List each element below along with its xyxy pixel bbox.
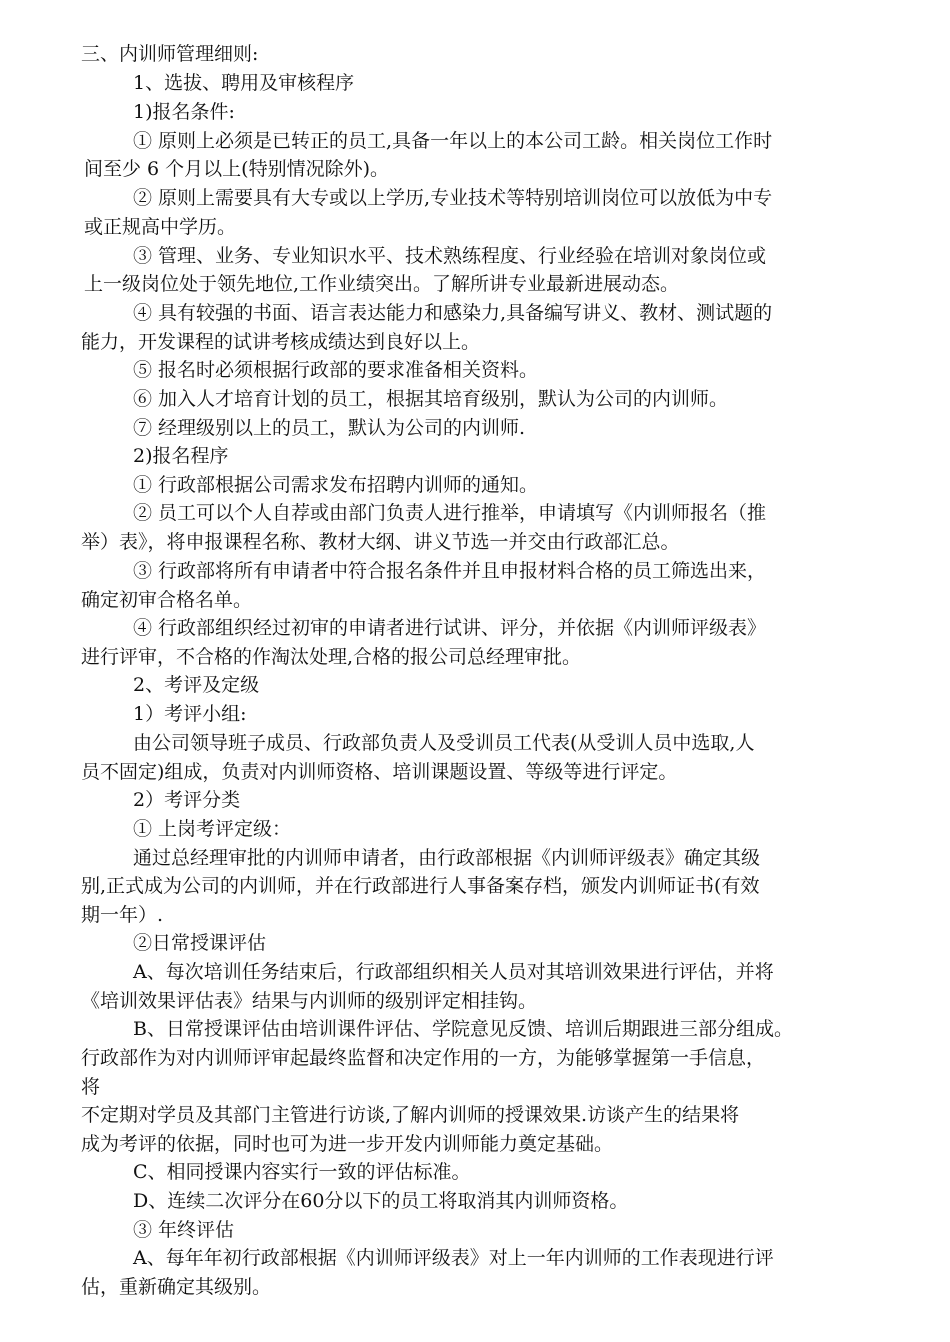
item-heading: 1)报名条件: [133, 101, 235, 123]
paragraph-line: ① 原则上必须是已转正的员工,具备一年以上的本公司工龄。相关岗位工作时 [133, 130, 773, 152]
paragraph-line: 估，重新确定其级别。 [81, 1276, 272, 1298]
paragraph-line: A、每次培训任务结束后，行政部组织相关人员对其培训效果进行评估，并将 [133, 961, 774, 983]
paragraph-line: 期一年）. [81, 904, 164, 926]
item-heading: ③ 年终评估 [133, 1219, 235, 1241]
paragraph-line: 成为考评的依据，同时也可为进一步开发内训师能力奠定基础。 [81, 1133, 614, 1155]
item-heading: ① 上岗考评定级： [133, 818, 292, 840]
paragraph-line: A、每年年初行政部根据《内训师评级表》对上一年内训师的工作表现进行评 [133, 1247, 774, 1269]
paragraph-line: D、连续二次评分在60分以下的员工将取消其内训师资格。 [133, 1190, 629, 1212]
paragraph-line: 能力，开发课程的试讲考核成绩达到良好以上。 [81, 331, 481, 353]
paragraph-line: 将 [81, 1076, 101, 1098]
paragraph-line: ④ 行政部组织经过初审的申请者进行试讲、评分，并依据《内训师评级表》 [133, 617, 767, 639]
paragraph-line: B、日常授课评估由培训课件评估、学院意见反馈、培训后期跟进三部分组成。 [133, 1018, 793, 1040]
item-heading: 1）考评小组: [133, 703, 247, 725]
paragraph-line: 《培训效果评估表》结果与内训师的级别评定相挂钩。 [81, 990, 538, 1012]
item-heading: ②日常授课评估 [133, 932, 267, 954]
paragraph-line: ④ 具有较强的书面、语言表达能力和感染力,具备编写讲义、教材、测试题的 [133, 302, 773, 324]
paragraph-line: 或正规高中学历。 [84, 216, 237, 238]
paragraph-line: 别,正式成为公司的内训师，并在行政部进行人事备案存档，颁发内训师证书(有效 [81, 875, 760, 897]
paragraph-line: 间至少 6 个月以上(特别情况除外)。 [84, 158, 389, 180]
paragraph-line: 通过总经理审批的内训师申请者，由行政部根据《内训师评级表》确定其级 [133, 847, 761, 869]
item-heading: 2)报名程序 [133, 445, 229, 467]
paragraph-line: ⑦ 经理级别以上的员工，默认为公司的内训师. [133, 417, 526, 439]
paragraph-line: 不定期对学员及其部门主管进行访谈,了解内训师的授课效果.访谈产生的结果将 [81, 1104, 740, 1126]
paragraph-line: ⑤ 报名时必须根据行政部的要求准备相关资料。 [133, 359, 539, 381]
paragraph-line: ① 行政部根据公司需求发布招聘内训师的通知。 [133, 474, 539, 496]
paragraph-line: ③ 管理、业务、专业知识水平、技术熟练程度、行业经验在培训对象岗位或 [133, 245, 767, 267]
item-heading: 2）考评分类 [133, 789, 241, 811]
paragraph-line: ② 员工可以个人自荐或由部门负责人进行推举，申请填写《内训师报名（推 [133, 502, 767, 524]
paragraph-line: 进行评审，不合格的作淘汰处理,合格的报公司总经理审批。 [81, 646, 582, 668]
paragraph-line: 确定初审合格名单。 [81, 589, 253, 611]
paragraph-line: ⑥ 加入人才培育计划的员工，根据其培育级别，默认为公司的内训师。 [133, 388, 729, 410]
subsection-heading: 2、考评及定级 [133, 674, 260, 696]
section-heading: 三、内训师管理细则: [81, 43, 259, 65]
paragraph-line: 举）表》，将申报课程名称、教材大纲、讲义节选一并交由行政部汇总。 [81, 531, 680, 553]
paragraph-line: 上一级岗位处于领先地位,工作业绩突出。了解所讲专业最新进展动态。 [84, 273, 680, 295]
paragraph-line: 由公司领导班子成员、行政部负责人及受训员工代表(从受训人员中选取,人 [133, 732, 755, 754]
subsection-heading: 1、选拔、聘用及审核程序 [133, 72, 355, 94]
paragraph-line: ② 原则上需要具有大专或以上学历,专业技术等特别培训岗位可以放低为中专 [133, 187, 773, 209]
paragraph-line: 员不固定)组成，负责对内训师资格、培训课题设置、等级等进行评定。 [81, 761, 678, 783]
paragraph-line: 行政部作为对内训师评审起最终监督和决定作用的一方，为能够掌握第一手信息， [81, 1047, 766, 1069]
paragraph-line: C、相同授课内容实行一致的评估标准。 [133, 1161, 471, 1183]
paragraph-line: ③ 行政部将所有申请者中符合报名条件并且申报材料合格的员工筛选出来， [133, 560, 767, 582]
